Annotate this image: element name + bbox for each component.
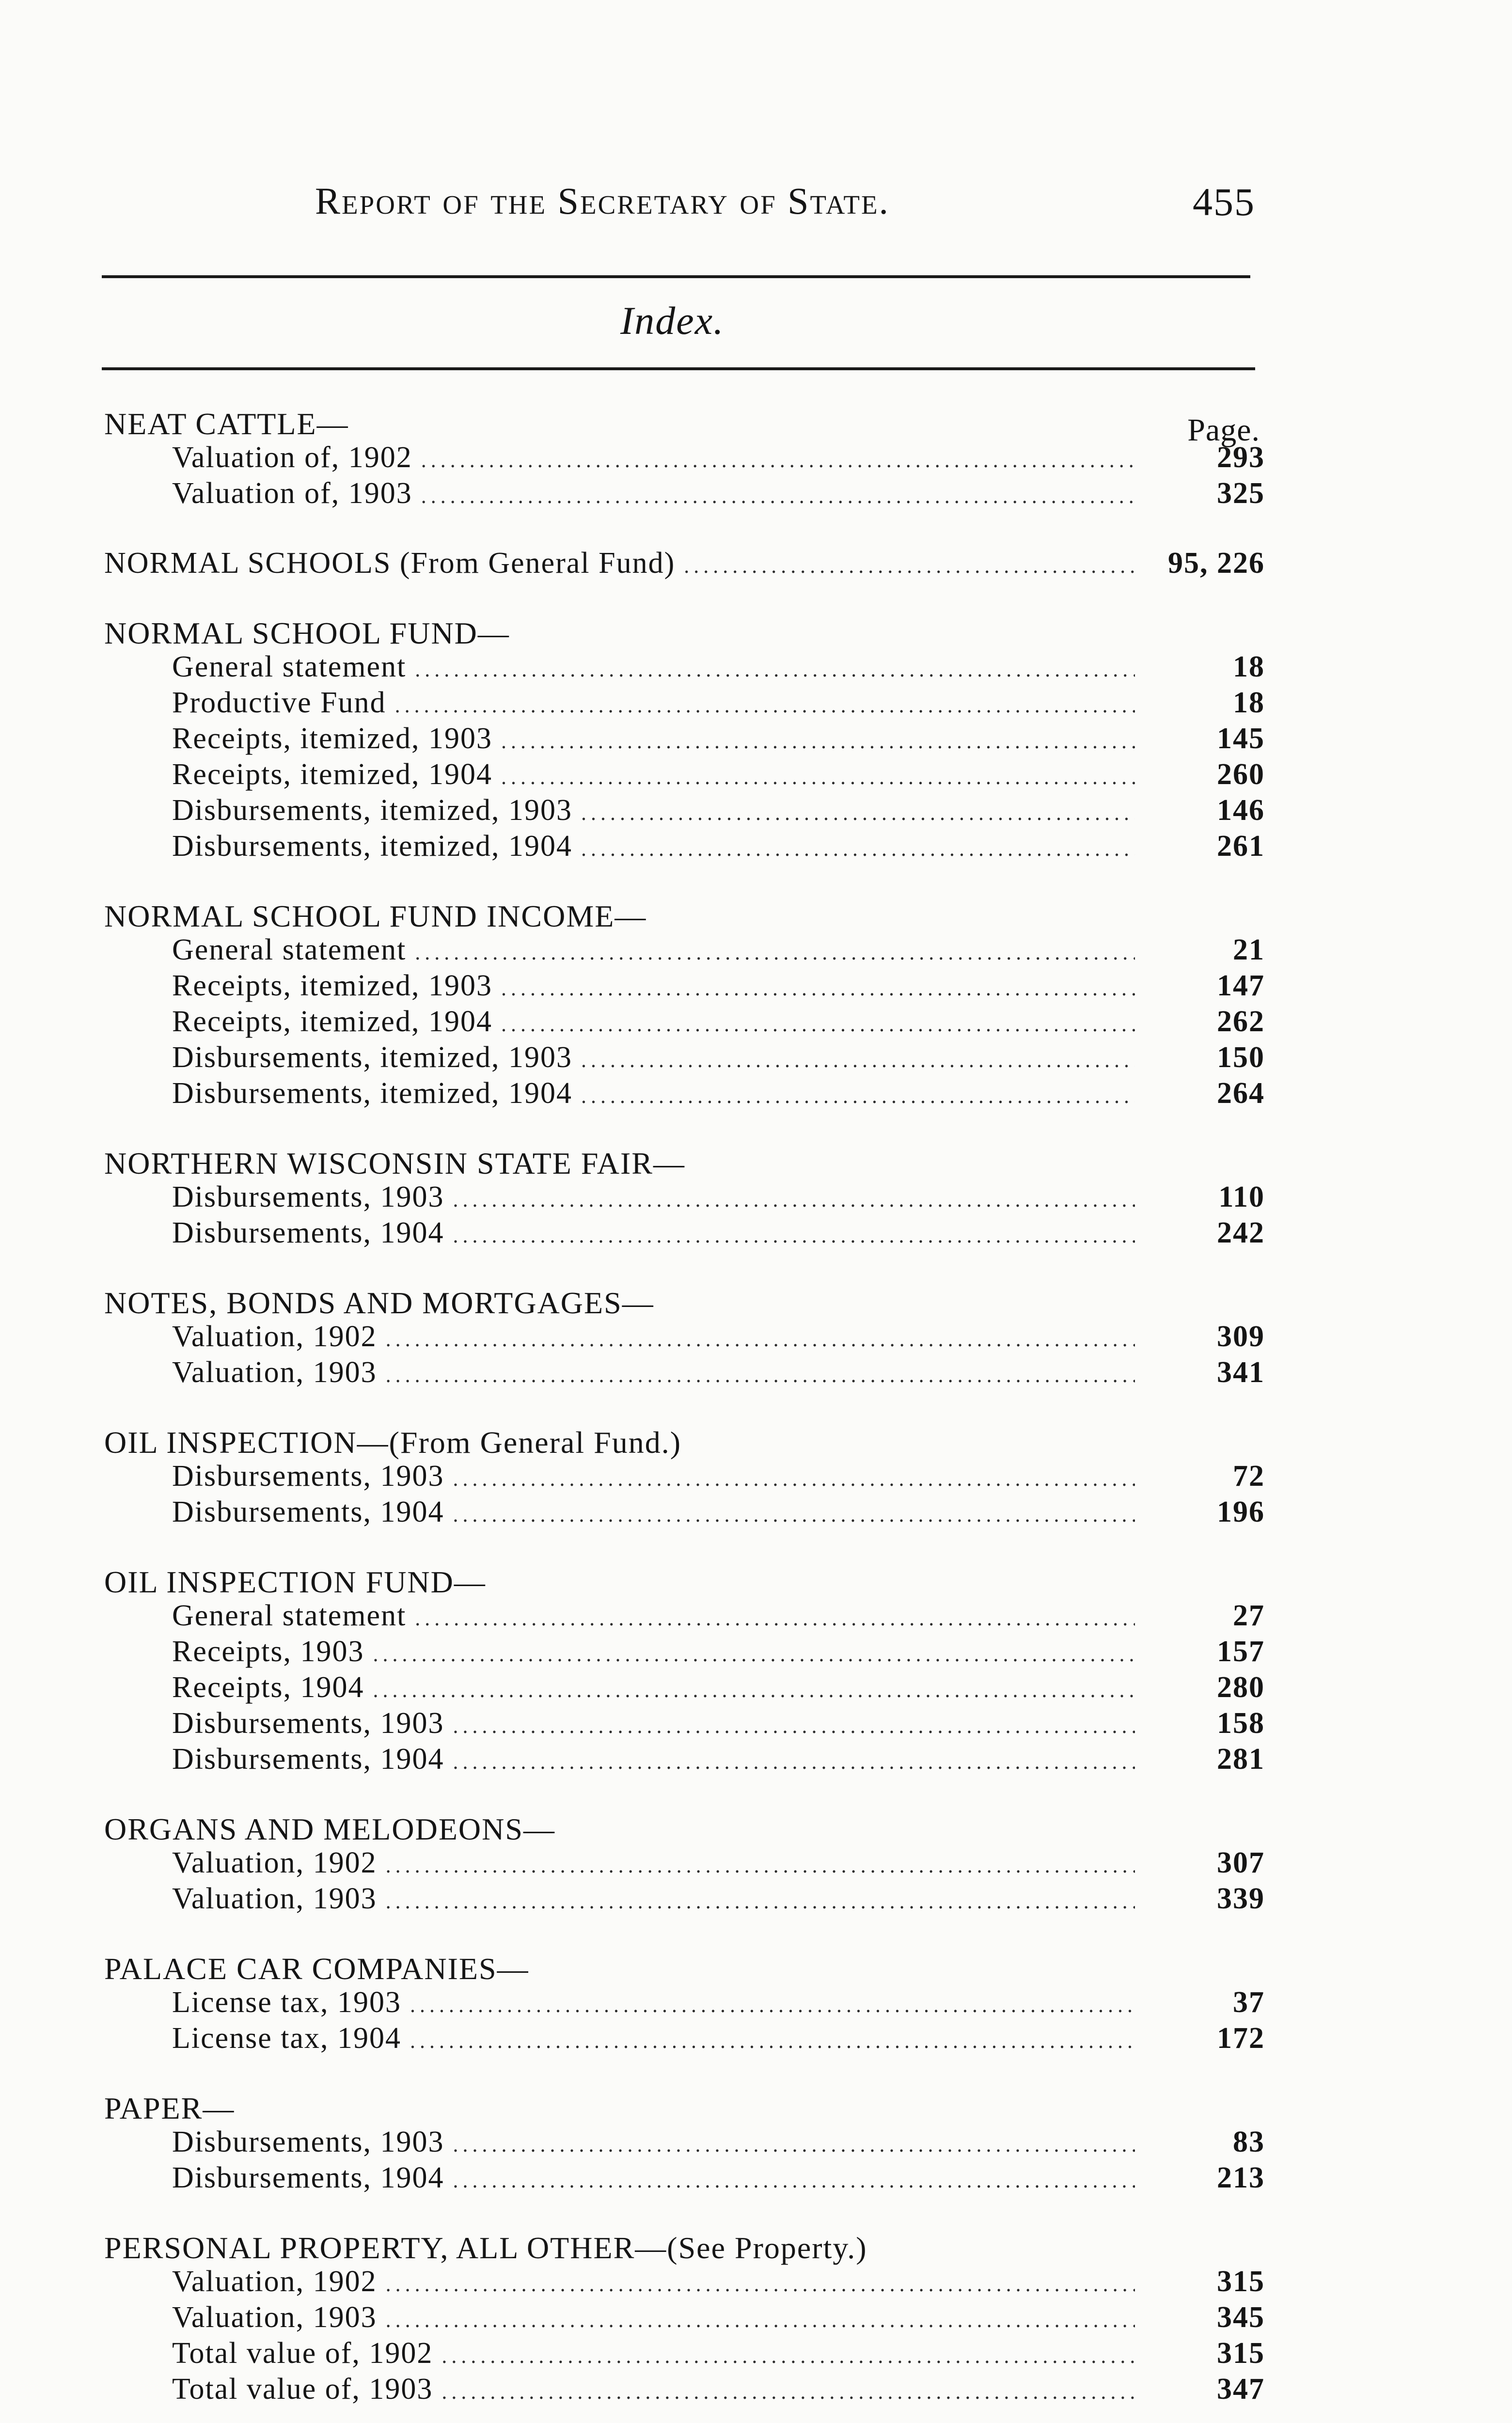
- index-subentry: [104, 1495, 1267, 1531]
- leader-dots: [453, 1498, 1135, 1531]
- leader-dots: [373, 1673, 1135, 1707]
- page-reference: 145: [1217, 722, 1265, 755]
- subentry-label: Valuation, 1903: [172, 1356, 377, 1389]
- page-number: 455: [1193, 180, 1255, 224]
- subentry-label: License tax, 1903: [172, 1986, 402, 2019]
- page-reference: 21: [1233, 933, 1265, 966]
- subentry-label: Receipts, 1903: [172, 1635, 364, 1668]
- leader-dots: [386, 2267, 1135, 2301]
- page-reference: 146: [1217, 794, 1265, 827]
- index-subentry: [104, 2337, 1267, 2373]
- index-entry: [104, 616, 1267, 865]
- leader-dots: [441, 2375, 1135, 2408]
- index-subentry: [104, 2022, 1267, 2058]
- index-heading: ORGANS AND MELODEONS—: [104, 1812, 555, 1846]
- page-reference: 158: [1217, 1707, 1265, 1740]
- index-subentry: [104, 1077, 1267, 1113]
- subentry-label: Receipts, itemized, 1903: [172, 969, 492, 1002]
- index-line-label: NORMAL SCHOOLS (From General Fund): [104, 547, 676, 580]
- page-reference: 27: [1233, 1599, 1265, 1632]
- page-reference: 280: [1217, 1671, 1265, 1704]
- index-subentry: [104, 1671, 1267, 1707]
- leader-dots: [386, 1849, 1135, 1882]
- leader-dots: [395, 689, 1135, 722]
- page-reference: 341: [1217, 1356, 1265, 1389]
- subentry-label: Receipts, itemized, 1904: [172, 758, 492, 791]
- index-subentry: [104, 1986, 1267, 2022]
- index-subentry: [104, 1599, 1267, 1635]
- index-subentry: [104, 477, 1267, 513]
- subentry-label: Disbursements, 1903: [172, 2125, 444, 2158]
- subentry-label: Receipts, itemized, 1904: [172, 1005, 492, 1038]
- subentry-label: Disbursements, 1903: [172, 1707, 444, 1740]
- index-heading: NOTES, BONDS AND MORTGAGES—: [104, 1286, 654, 1320]
- leader-dots: [421, 479, 1135, 513]
- leader-dots: [581, 1043, 1135, 1077]
- leader-dots: [453, 1745, 1135, 1778]
- index-entry: [104, 899, 1267, 1113]
- leader-dots: [453, 1462, 1135, 1495]
- subentry-label: Valuation, 1903: [172, 1882, 377, 1915]
- index-subentry: [104, 1180, 1267, 1216]
- index-subentry: [104, 758, 1267, 794]
- leader-dots: [453, 2164, 1135, 2197]
- subentry-label: Receipts, 1904: [172, 1671, 364, 1704]
- leader-dots: [581, 796, 1135, 830]
- bottom-rule: [102, 367, 1255, 370]
- index-subentry: [104, 2161, 1267, 2197]
- index-subentry: [104, 2301, 1267, 2337]
- page-column-header: Page.: [1187, 412, 1260, 448]
- index-subentry: [104, 969, 1267, 1005]
- page-reference: 213: [1217, 2161, 1265, 2194]
- index-subentry: [104, 1320, 1267, 1356]
- leader-dots: [453, 1219, 1135, 1252]
- leader-dots: [453, 1183, 1135, 1216]
- subentry-label: Disbursements, 1904: [172, 1495, 444, 1528]
- index-heading: OIL INSPECTION—(From General Fund.): [104, 1425, 682, 1460]
- subentry-label: General statement: [172, 1599, 407, 1632]
- page-reference: 242: [1217, 1216, 1265, 1249]
- leader-dots: [501, 760, 1135, 794]
- page-reference: 307: [1217, 1846, 1265, 1879]
- leader-dots: [684, 549, 1135, 582]
- index-subentry: [104, 441, 1267, 477]
- page-reference: 264: [1217, 1077, 1265, 1110]
- leader-dots: [453, 1709, 1135, 1743]
- page-reference: 110: [1218, 1180, 1265, 1213]
- page-reference: 347: [1217, 2373, 1265, 2406]
- page-reference: 72: [1233, 1460, 1265, 1493]
- index-entry: [104, 1147, 1267, 1252]
- index-subentry: [104, 1743, 1267, 1778]
- subentry-label: Valuation, 1902: [172, 2265, 377, 2298]
- leader-dots: [501, 1007, 1135, 1041]
- page-reference: 196: [1217, 1495, 1265, 1528]
- index-entry: [104, 2092, 1267, 2197]
- page-reference: 37: [1233, 1986, 1265, 2019]
- subentry-label: Productive Fund: [172, 686, 386, 719]
- leader-dots: [386, 1885, 1135, 1918]
- subentry-label: Receipts, itemized, 1903: [172, 722, 492, 755]
- index-subentry: [104, 1882, 1267, 1918]
- subentry-label: General statement: [172, 650, 407, 683]
- leader-dots: [386, 2303, 1135, 2337]
- index-entry: [104, 1286, 1267, 1392]
- leader-dots: [386, 1322, 1135, 1356]
- index-entry: [104, 1952, 1267, 2058]
- leader-dots: [415, 936, 1135, 969]
- index-subentry: [104, 2373, 1267, 2408]
- leader-dots: [501, 972, 1135, 1005]
- index-heading: NORTHERN WISCONSIN STATE FAIR—: [104, 1146, 685, 1180]
- leader-dots: [581, 1079, 1135, 1113]
- index-entry: [104, 407, 1267, 513]
- subentry-label: Total value of, 1903: [172, 2373, 433, 2406]
- page-reference: 157: [1217, 1635, 1265, 1668]
- subentry-label: Disbursements, 1903: [172, 1180, 444, 1213]
- page-reference: 95, 226: [1168, 547, 1265, 580]
- subentry-label: Disbursements, 1904: [172, 1216, 444, 1249]
- page-reference: 293: [1217, 441, 1265, 474]
- subentry-label: Disbursements, 1904: [172, 2161, 444, 2194]
- index-heading: NORMAL SCHOOL FUND—: [104, 616, 510, 650]
- leader-dots: [386, 1358, 1135, 1392]
- subentry-label: Valuation, 1903: [172, 2301, 377, 2334]
- subentry-label: Disbursements, 1904: [172, 1743, 444, 1776]
- subentry-label: Total value of, 1902: [172, 2337, 433, 2370]
- index-entry: [104, 1565, 1267, 1778]
- leader-dots: [415, 653, 1135, 686]
- index-subentry: [104, 830, 1267, 865]
- page-reference: 172: [1217, 2022, 1265, 2055]
- index-subentry: [104, 933, 1267, 969]
- subentry-label: Disbursements, 1903: [172, 1460, 444, 1493]
- index-heading: NORMAL SCHOOL FUND INCOME—: [104, 899, 647, 933]
- index-heading: PERSONAL PROPERTY, ALL OTHER—(See Property.): [104, 2231, 867, 2265]
- leader-dots: [581, 832, 1135, 865]
- index-subentry: [104, 686, 1267, 722]
- page-reference: 262: [1217, 1005, 1265, 1038]
- index-heading: OIL INSPECTION FUND—: [104, 1565, 486, 1599]
- page-reference: 83: [1233, 2125, 1265, 2158]
- index-subentry: [104, 1041, 1267, 1077]
- index-heading: PAPER—: [104, 2091, 235, 2125]
- index-subentry: [104, 1005, 1267, 1041]
- subentry-label: Disbursements, itemized, 1903: [172, 794, 572, 827]
- index-heading: NEAT CATTLE—: [104, 407, 349, 441]
- index-heading: PALACE CAR COMPANIES—: [104, 1951, 529, 1986]
- leader-dots: [410, 1988, 1135, 2022]
- index-subentry: [104, 2265, 1267, 2301]
- page-reference: 150: [1217, 1041, 1265, 1074]
- subentry-label: Valuation, 1902: [172, 1846, 377, 1879]
- page-reference: 325: [1217, 477, 1265, 510]
- index-subentry: [104, 1846, 1267, 1882]
- leader-dots: [501, 724, 1135, 758]
- subentry-label: Disbursements, itemized, 1904: [172, 830, 572, 863]
- subentry-label: Disbursements, itemized, 1904: [172, 1077, 572, 1110]
- index-entry: [104, 1812, 1267, 1918]
- leader-dots: [410, 2024, 1135, 2058]
- page-reference: 18: [1233, 650, 1265, 683]
- index-body: [104, 407, 1267, 2423]
- page-reference: 339: [1217, 1882, 1265, 1915]
- leader-dots: [453, 2128, 1135, 2161]
- index-subentry: [104, 1460, 1267, 1495]
- top-rule: [102, 275, 1250, 278]
- leader-dots: [373, 1637, 1135, 1671]
- subentry-label: Valuation of, 1902: [172, 441, 412, 474]
- page-reference: 18: [1233, 686, 1265, 719]
- index-subentry: [104, 1216, 1267, 1252]
- subentry-label: General statement: [172, 933, 407, 966]
- page-reference: 309: [1217, 1320, 1265, 1353]
- subentry-label: Valuation, 1902: [172, 1320, 377, 1353]
- index-subentry: [104, 2125, 1267, 2161]
- subentry-label: Disbursements, itemized, 1903: [172, 1041, 572, 1074]
- index-entry: [104, 2231, 1267, 2408]
- index-subentry: [104, 794, 1267, 830]
- index-entry: [104, 547, 1267, 582]
- page-reference: 345: [1217, 2301, 1265, 2334]
- leader-dots: [421, 443, 1135, 477]
- page-reference: 147: [1217, 969, 1265, 1002]
- index-entry: [104, 1426, 1267, 1531]
- subentry-label: Valuation of, 1903: [172, 477, 412, 510]
- index-subentry: [104, 1356, 1267, 1392]
- leader-dots: [441, 2339, 1135, 2373]
- running-head-title: Report of the Secretary of State.: [315, 180, 890, 222]
- index-subentry: [104, 1635, 1267, 1671]
- page-reference: 315: [1217, 2337, 1265, 2370]
- page-reference: 315: [1217, 2265, 1265, 2298]
- page-reference: 281: [1217, 1743, 1265, 1776]
- index-subentry: [104, 650, 1267, 686]
- page-reference: 260: [1217, 758, 1265, 791]
- index-title: Index.: [620, 299, 724, 343]
- page-reference: 261: [1217, 830, 1265, 863]
- index-subentry: [104, 1707, 1267, 1743]
- leader-dots: [415, 1602, 1135, 1635]
- subentry-label: License tax, 1904: [172, 2022, 402, 2055]
- index-subentry: [104, 722, 1267, 758]
- index-line: [104, 547, 1267, 582]
